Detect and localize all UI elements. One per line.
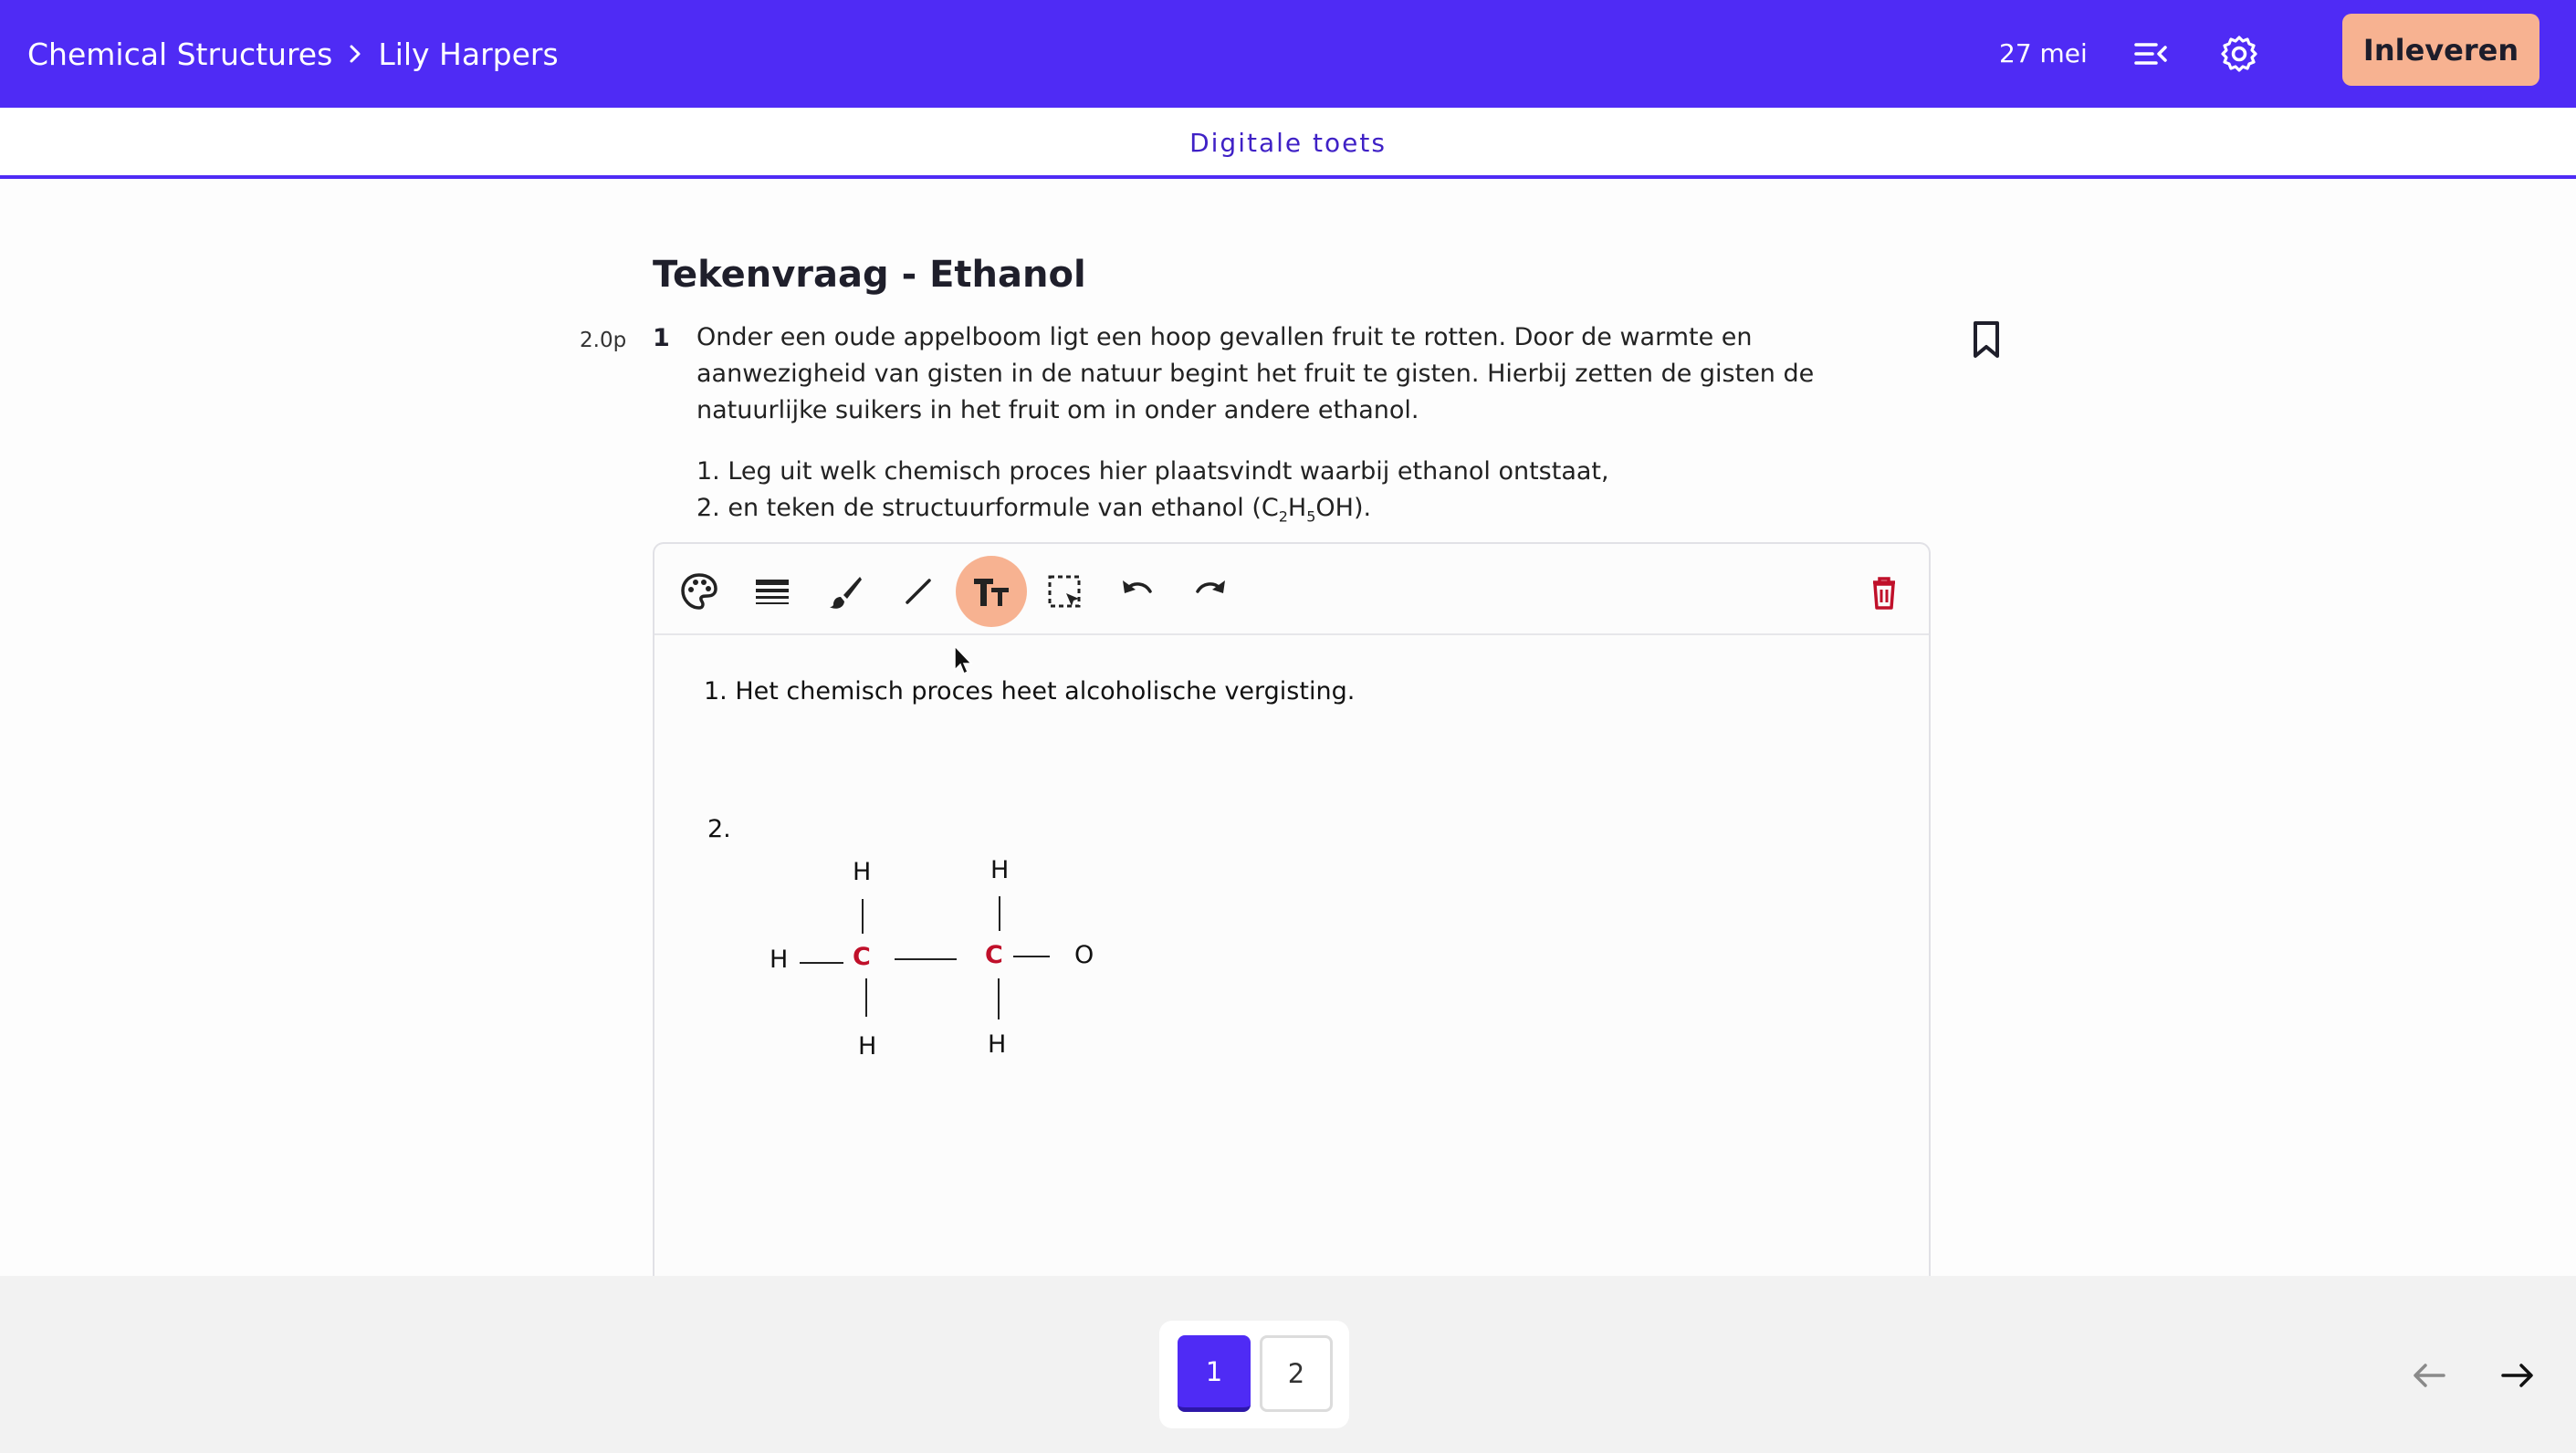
test-type-label: Digitale toets bbox=[1189, 128, 1387, 158]
answer-text-line[interactable]: 2. bbox=[707, 815, 731, 843]
answer-text-line[interactable]: 1. Het chemisch proces heet alcoholische vergisting. bbox=[704, 677, 1356, 706]
bond-line bbox=[1013, 956, 1050, 957]
top-bar bbox=[0, 0, 2576, 108]
drawing-toolbar bbox=[654, 544, 1929, 635]
breadcrumb bbox=[27, 31, 559, 77]
breadcrumb-course[interactable]: Chemical Structures bbox=[27, 36, 333, 72]
line-weight-icon[interactable] bbox=[737, 556, 808, 627]
chevron-right-icon bbox=[332, 31, 378, 77]
atom-label: H bbox=[770, 946, 789, 974]
drawing-canvas[interactable] bbox=[653, 542, 1931, 1291]
atom-label: H bbox=[853, 858, 872, 886]
arrow-right-icon[interactable] bbox=[2489, 1347, 2546, 1404]
question-number: 1 bbox=[653, 324, 670, 352]
bond-line bbox=[895, 958, 957, 960]
collapse-menu-icon[interactable] bbox=[2123, 26, 2178, 81]
bond-line bbox=[862, 899, 864, 934]
page-button-1[interactable]: 1 bbox=[1178, 1335, 1251, 1412]
breadcrumb-student[interactable]: Lily Harpers bbox=[378, 36, 559, 72]
date-label: 27 mei bbox=[1999, 38, 2088, 68]
question-subitem: 1. Leg uit welk chemisch proces hier plaatsvindt waarbij ethanol ontstaat, bbox=[696, 457, 1609, 486]
question-subitem: 2. en teken de structuurformule van ethanol $(C_2H_5OH)$. bbox=[696, 494, 1372, 526]
gear-icon[interactable] bbox=[2212, 26, 2267, 81]
bond-line bbox=[865, 978, 867, 1017]
bookmark-icon[interactable] bbox=[1964, 318, 2008, 361]
select-icon[interactable] bbox=[1029, 556, 1100, 627]
submit-button[interactable]: Inleveren bbox=[2342, 14, 2539, 86]
delete-icon[interactable] bbox=[1848, 556, 1920, 627]
atom-label: H bbox=[990, 856, 1010, 884]
brush-icon[interactable] bbox=[810, 556, 881, 627]
page-button-2[interactable]: 2 bbox=[1260, 1335, 1333, 1412]
atom-label-carbon: C bbox=[985, 941, 1003, 969]
question-text: Onder een oude appelboom ligt een hoop gevallen fruit te rotten. Door de warmte en aanwezigheid van gisten in de natuur begint het fruit te gisten. Hierbij zetten de gisten de natuurlijke suikers in het fruit om in onder andere ethanol. bbox=[696, 323, 1815, 424]
arrow-left-icon[interactable] bbox=[2401, 1347, 2457, 1404]
bond-line bbox=[999, 896, 1000, 931]
undo-icon[interactable] bbox=[1102, 556, 1173, 627]
atom-label: H bbox=[858, 1032, 877, 1061]
atom-label: H bbox=[988, 1030, 1007, 1059]
palette-icon[interactable] bbox=[664, 556, 735, 627]
mouse-cursor-icon bbox=[953, 644, 975, 677]
line-icon[interactable] bbox=[883, 556, 954, 627]
atom-label: O bbox=[1074, 941, 1094, 969]
question-points: 2.0p bbox=[580, 329, 627, 352]
question-subitems bbox=[696, 454, 1609, 535]
question-title: Tekenvraag - Ethanol bbox=[653, 254, 1086, 296]
test-type-bar bbox=[0, 108, 2576, 179]
redo-icon[interactable] bbox=[1175, 556, 1246, 627]
text-icon[interactable] bbox=[956, 556, 1027, 627]
page-selector bbox=[1159, 1321, 1349, 1428]
atom-label-carbon: C bbox=[853, 943, 871, 971]
bond-line bbox=[800, 962, 843, 964]
bond-line bbox=[998, 978, 1000, 1019]
